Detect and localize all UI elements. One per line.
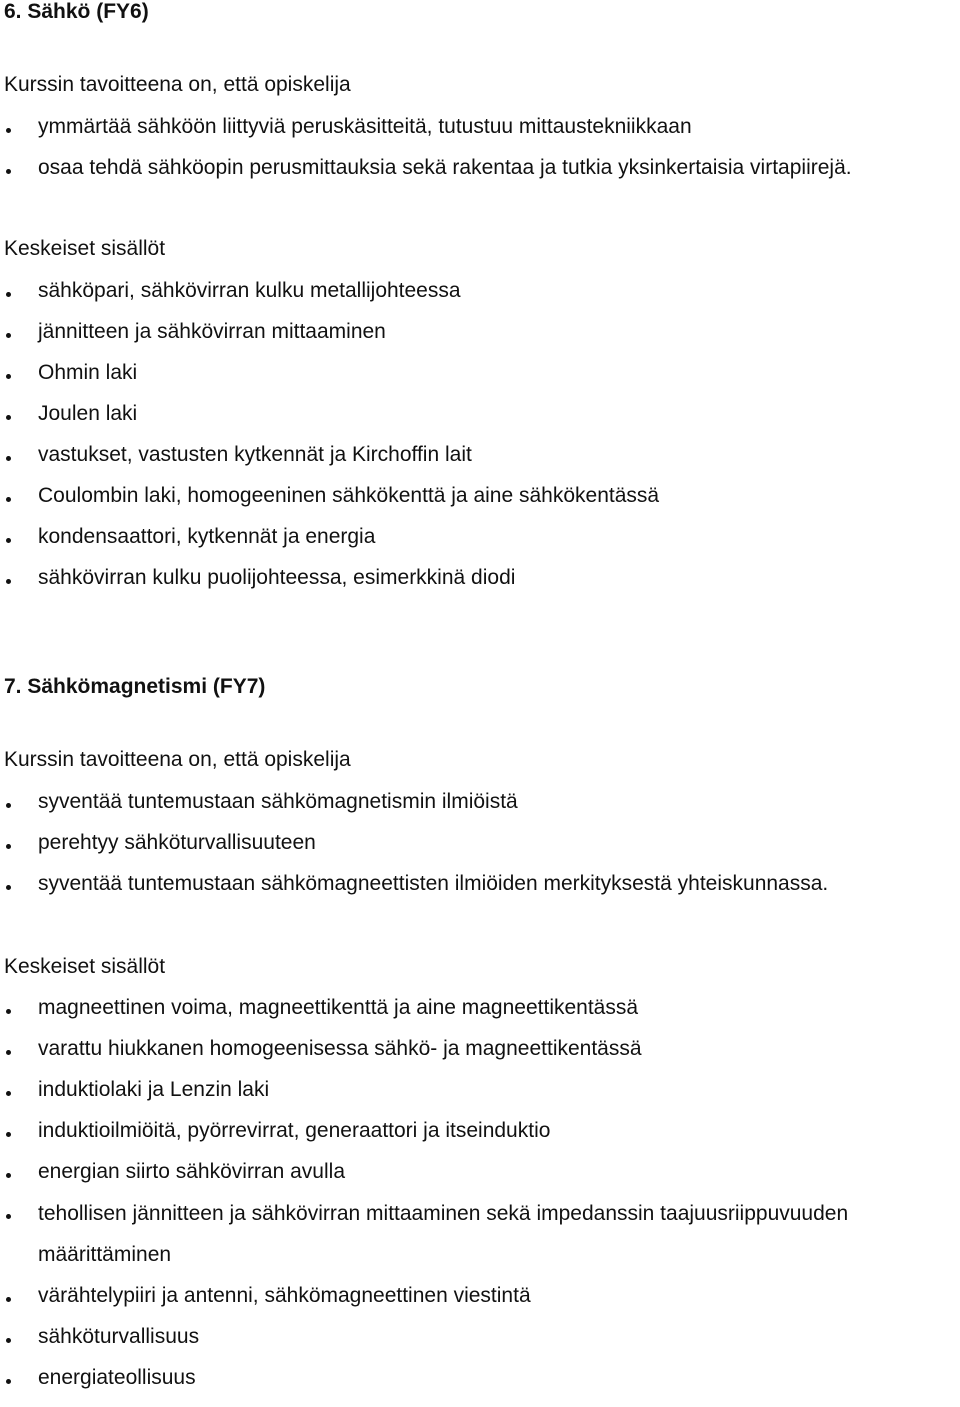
section-6-contents-list <box>4 279 958 607</box>
list-item-text: tehollisen jännitteen ja sähkövirran mittaaminen sekä impedanssin taajuusriippuvuuden määrittäminen <box>38 1202 849 1266</box>
bullet-icon <box>6 885 11 890</box>
bullet-icon <box>6 333 11 338</box>
bullet-icon <box>6 803 11 808</box>
list-item-text: induktioilmiöitä, pyörrevirrat, generaattori ja itseinduktio <box>38 1119 551 1142</box>
list-item <box>4 1325 958 1349</box>
bullet-icon <box>6 1091 11 1096</box>
list-item-text: jännitteen ja sähkövirran mittaaminen <box>38 320 386 343</box>
list-item <box>4 115 958 139</box>
list-item-text: syventää tuntemustaan sähkömagneettisten ilmiöiden merkityksestä yhteiskunnassa. <box>38 872 829 895</box>
list-item <box>4 566 958 590</box>
list-item <box>4 872 958 896</box>
section-6-goals-list <box>4 115 958 197</box>
list-item-text: sähköpari, sähkövirran kulku metallijohteessa <box>38 279 461 302</box>
list-item <box>4 1119 958 1143</box>
list-item <box>4 1284 958 1308</box>
list-item-text: magneettinen voima, magneettikenttä ja aine magneettikentässä <box>38 996 639 1019</box>
list-item <box>4 1160 958 1184</box>
list-item-text: varattu hiukkanen homogeenisessa sähkö- ja magneettikentässä <box>38 1037 642 1060</box>
bullet-icon <box>6 415 11 420</box>
list-item <box>4 831 958 855</box>
list-item <box>4 996 958 1020</box>
bullet-icon <box>6 497 11 502</box>
bullet-icon <box>6 1297 11 1302</box>
list-item-text: perehtyy sähköturvallisuuteen <box>38 831 316 854</box>
section-7-contents-list <box>4 996 958 1407</box>
list-item-text: energiateollisuus <box>38 1366 196 1389</box>
list-item <box>4 484 958 508</box>
list-item <box>4 156 958 180</box>
list-item-text: induktiolaki ja Lenzin laki <box>38 1078 270 1101</box>
list-item-text: sähkövirran kulku puolijohteessa, esimerkkinä diodi <box>38 566 516 589</box>
bullet-icon <box>6 374 11 379</box>
list-item-text: energian siirto sähkövirran avulla <box>38 1160 345 1183</box>
list-item <box>4 790 958 814</box>
list-item <box>4 1193 958 1275</box>
bullet-icon <box>6 169 11 174</box>
section-7-goals-list <box>4 790 958 913</box>
list-item-text: ymmärtää sähköön liittyviä peruskäsitteitä, tutustuu mittaustekniikkaan <box>38 115 692 138</box>
list-item-text: syventää tuntemustaan sähkömagnetismin ilmiöistä <box>38 790 518 813</box>
bullet-icon <box>6 1173 11 1178</box>
bullet-icon <box>6 1214 11 1219</box>
bullet-icon <box>6 579 11 584</box>
bullet-icon <box>6 844 11 849</box>
section-7-title: 7. Sähkömagnetismi (FY7) <box>4 675 266 698</box>
list-item-text: vastukset, vastusten kytkennät ja Kirchoffin lait <box>38 443 472 466</box>
list-item <box>4 443 958 467</box>
section-6-goals-intro: Kurssin tavoitteena on, että opiskelija <box>4 73 351 96</box>
section-7-content-intro: Keskeiset sisällöt <box>4 955 166 978</box>
list-item-text: värähtelypiiri ja antenni, sähkömagneettinen viestintä <box>38 1284 531 1307</box>
list-item <box>4 1037 958 1061</box>
bullet-icon <box>6 1132 11 1137</box>
bullet-icon <box>6 292 11 297</box>
list-item <box>4 279 958 303</box>
list-item-text: Coulombin laki, homogeeninen sähkökenttä ja aine sähkökentässä <box>38 484 660 507</box>
list-item-text: Ohmin laki <box>38 361 138 384</box>
bullet-icon <box>6 1009 11 1014</box>
bullet-icon <box>6 456 11 461</box>
bullet-icon <box>6 1338 11 1343</box>
bullet-icon <box>6 1050 11 1055</box>
section-7-goals-intro: Kurssin tavoitteena on, että opiskelija <box>4 748 351 771</box>
bullet-icon <box>6 1379 11 1384</box>
section-6-title: 6. Sähkö (FY6) <box>4 0 149 23</box>
list-item <box>4 361 958 385</box>
list-item-text: osaa tehdä sähköopin perusmittauksia sekä rakentaa ja tutkia yksinkertaisia virtapiirejä. <box>38 156 852 179</box>
list-item <box>4 402 958 426</box>
bullet-icon <box>6 538 11 543</box>
list-item <box>4 320 958 344</box>
list-item <box>4 1366 958 1390</box>
list-item-text: kondensaattori, kytkennät ja energia <box>38 525 376 548</box>
list-item <box>4 525 958 549</box>
section-6-content-intro: Keskeiset sisällöt <box>4 237 166 260</box>
list-item <box>4 1078 958 1102</box>
bullet-icon <box>6 128 11 133</box>
list-item-text: sähköturvallisuus <box>38 1325 200 1348</box>
list-item-text: Joulen laki <box>38 402 138 425</box>
